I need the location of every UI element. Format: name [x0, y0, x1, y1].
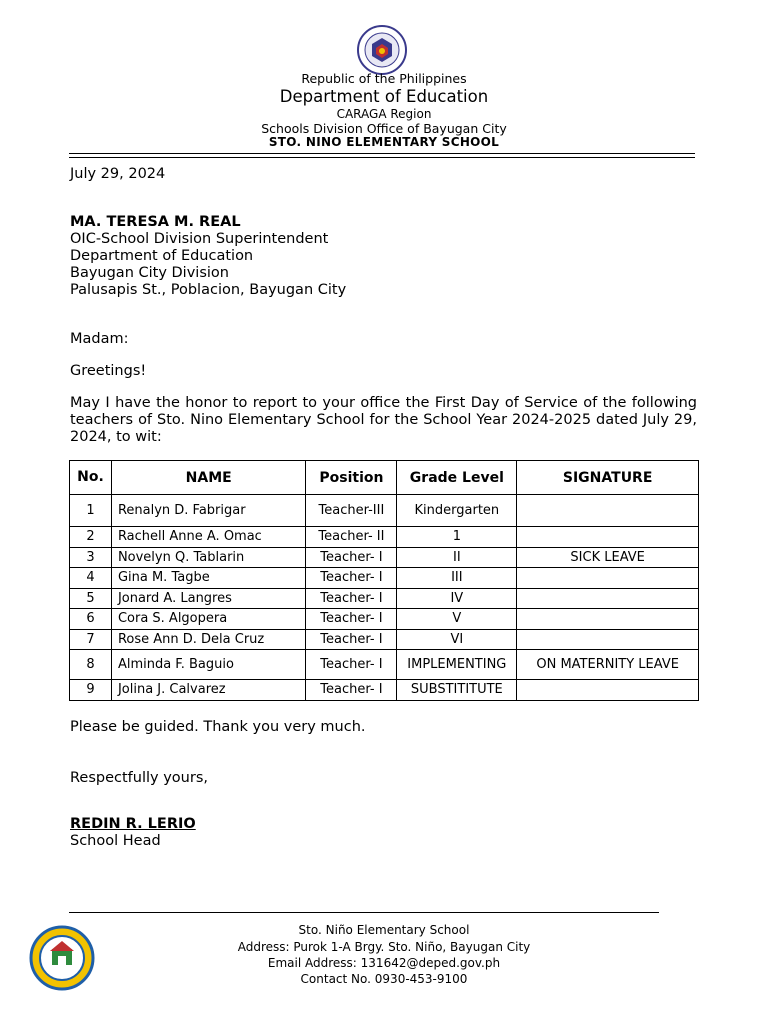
cell-position: Teacher- I: [306, 650, 397, 680]
teacher-roster-table: [69, 460, 699, 701]
deped-seal-logo: [354, 24, 410, 76]
cell-grade-level: VI: [397, 629, 517, 650]
header-signature: SIGNATURE: [517, 461, 699, 495]
cell-no: 8: [70, 650, 112, 680]
cell-grade-level: 1: [397, 527, 517, 548]
letterhead-region: CARAGA Region: [336, 107, 432, 121]
cell-position: Teacher- I: [306, 588, 397, 609]
cell-signature: [517, 588, 699, 609]
letterhead-department: Department of Education: [279, 87, 489, 106]
letterhead-rule-bottom: [69, 157, 695, 158]
header-grade-level: Grade Level: [397, 461, 517, 495]
cell-signature: [517, 629, 699, 650]
cell-position: Teacher- I: [306, 629, 397, 650]
header-position: Position: [306, 461, 397, 495]
cell-name: Renalyn D. Fabrigar: [111, 495, 306, 527]
cell-position: Teacher- I: [306, 609, 397, 630]
table-row: [70, 547, 699, 568]
cell-no: 2: [70, 527, 112, 548]
cell-signature: [517, 527, 699, 548]
cell-position: Teacher-III: [306, 495, 397, 527]
header-name: NAME: [111, 461, 306, 495]
table-header-row: [70, 461, 699, 495]
table-row: [70, 568, 699, 589]
cell-signature: ON MATERNITY LEAVE: [517, 650, 699, 680]
cell-name: Gina M. Tagbe: [111, 568, 306, 589]
cell-signature: [517, 495, 699, 527]
cell-grade-level: III: [397, 568, 517, 589]
table-row: [70, 609, 699, 630]
cell-signature: SICK LEAVE: [517, 547, 699, 568]
letterhead-republic: Republic of the Philippines: [301, 71, 467, 86]
cell-grade-level: II: [397, 547, 517, 568]
cell-position: Teacher- I: [306, 680, 397, 701]
cell-name: Jonard A. Langres: [111, 588, 306, 609]
cell-name: Rachell Anne A. Omac: [111, 527, 306, 548]
cell-signature: [517, 680, 699, 701]
cell-no: 6: [70, 609, 112, 630]
complimentary-close: Respectfully yours,: [70, 770, 208, 786]
table-row: [70, 588, 699, 609]
cell-signature: [517, 609, 699, 630]
cell-name: Alminda F. Baguio: [111, 650, 306, 680]
cell-no: 1: [70, 495, 112, 527]
header-no: No.: [70, 461, 112, 495]
cell-position: Teacher- I: [306, 547, 397, 568]
cell-no: 3: [70, 547, 112, 568]
cell-grade-level: IMPLEMENTING: [397, 650, 517, 680]
recipient-title: OIC-School Division Superintendent: [70, 231, 329, 247]
footer-contact: Contact No. 0930-453-9100: [300, 972, 468, 986]
table-row: [70, 629, 699, 650]
recipient-address: Palusapis St., Poblacion, Bayugan City: [70, 282, 347, 298]
greeting: Greetings!: [70, 363, 147, 379]
table-row: [70, 650, 699, 680]
table-row: [70, 680, 699, 701]
cell-grade-level: IV: [397, 588, 517, 609]
recipient-name: MA. TERESA M. REAL: [70, 214, 241, 230]
table-row: [70, 527, 699, 548]
letterhead-division-office: Schools Division Office of Bayugan City: [261, 121, 507, 136]
table-row: [70, 495, 699, 527]
cell-name: Jolina J. Calvarez: [111, 680, 306, 701]
recipient-division: Bayugan City Division: [70, 265, 229, 281]
cell-grade-level: V: [397, 609, 517, 630]
footer-rule: [69, 912, 659, 913]
cell-name: Novelyn Q. Tablarin: [111, 547, 306, 568]
cell-position: Teacher- II: [306, 527, 397, 548]
school-seal-logo: [26, 925, 98, 991]
letterhead-school: STO. NINO ELEMENTARY SCHOOL: [268, 135, 500, 149]
cell-no: 9: [70, 680, 112, 701]
cell-no: 7: [70, 629, 112, 650]
cell-grade-level: SUBSTITITUTE: [397, 680, 517, 701]
signatory-title: School Head: [70, 833, 161, 849]
cell-grade-level: Kindergarten: [397, 495, 517, 527]
footer-email: Email Address: 131642@deped.gov.ph: [267, 956, 501, 970]
closing-line: Please be guided. Thank you very much.: [70, 719, 366, 735]
cell-signature: [517, 568, 699, 589]
body-paragraph: May I have the honor to report to your office the First Day of Service of the following teachers of Sto. Nino Elementary School for the School Year 2024-2025 dated July 29, 2024, to wit:: [70, 395, 697, 445]
signatory-name: REDIN R. LERIO: [70, 816, 196, 832]
footer-school: Sto. Niño Elementary School: [298, 923, 470, 937]
cell-name: Rose Ann D. Dela Cruz: [111, 629, 306, 650]
letterhead-rule-top: [69, 153, 695, 154]
cell-position: Teacher- I: [306, 568, 397, 589]
cell-no: 4: [70, 568, 112, 589]
cell-no: 5: [70, 588, 112, 609]
footer-address: Address: Purok 1-A Brgy. Sto. Niño, Bayugan City: [237, 940, 531, 954]
recipient-org: Department of Education: [70, 248, 254, 264]
letter-date: July 29, 2024: [70, 166, 166, 182]
cell-name: Cora S. Algopera: [111, 609, 306, 630]
salutation: Madam:: [70, 331, 129, 347]
